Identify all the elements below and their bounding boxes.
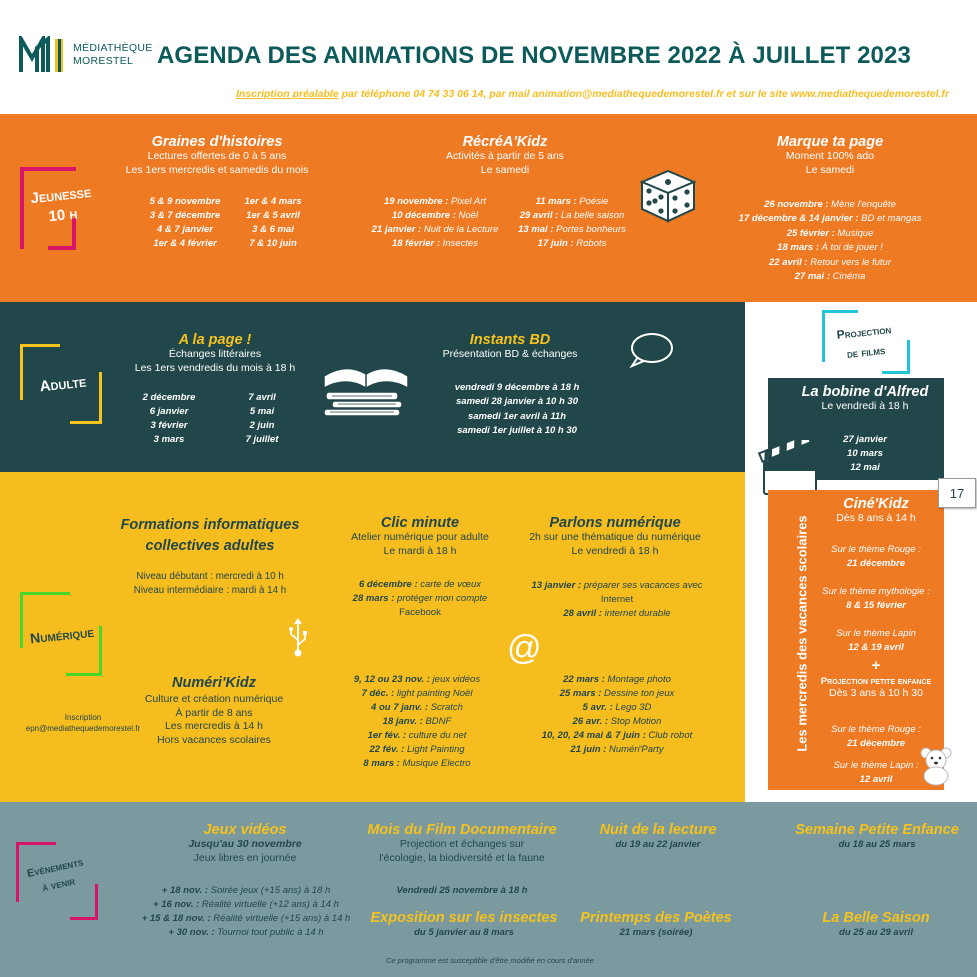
marque-title: Marque ta page xyxy=(776,134,884,150)
formations-line2: Niveau intermédiaire : mardi à 14 h xyxy=(133,584,287,596)
graines-dates-right xyxy=(228,195,318,251)
list-item: 4 & 7 janvier xyxy=(157,224,213,235)
cinekidz-plus: + xyxy=(871,657,881,674)
list-item: 3 & 6 mai xyxy=(252,224,294,235)
list-item: 11 mars : Poésie xyxy=(535,196,609,207)
list-item: 18 janv. : BDNF xyxy=(382,716,452,727)
list-item: 17 décembre & 14 janvier : BD et mangas xyxy=(738,213,922,225)
list-item: 27 janvier xyxy=(843,434,887,445)
parlons-line2: Le vendredi à 18 h xyxy=(571,544,659,557)
list-item: 8 mars : Musique Electro xyxy=(363,758,471,769)
nuit-title: Nuit de la lecture xyxy=(599,822,717,838)
numerique-tag: Numérique xyxy=(29,623,95,647)
projection-tag-line1: Projection xyxy=(836,322,892,342)
list-item: samedi 28 janvier à 10 h 30 xyxy=(456,396,578,408)
formations-lines xyxy=(110,570,310,597)
list-item: 27 mai : Cinéma xyxy=(794,271,866,283)
list-item: Sur le thème Lapin : xyxy=(833,760,919,771)
alapage-line2: Les 1ers vendredis du mois à 18 h xyxy=(134,361,296,374)
list-item: Sur le thème Rouge : xyxy=(831,544,921,555)
parlons-list xyxy=(512,579,722,621)
list-item: 1er & 4 mars xyxy=(244,196,302,207)
jeux-title: Jeux vidéos xyxy=(203,822,287,838)
mediatheque-logo xyxy=(18,36,68,74)
formations-block xyxy=(110,515,310,557)
list-item: 22 mars : Montage photo xyxy=(563,674,671,685)
list-item: 3 février xyxy=(150,420,188,431)
recre-line1: Activités à partir de 5 ans xyxy=(446,150,564,162)
bobine-line1: Le vendredi à 18 h xyxy=(821,400,909,412)
list-item: 5 avr. : Lego 3D xyxy=(582,702,652,713)
graines-block xyxy=(112,134,322,177)
nuit-block xyxy=(588,822,728,852)
list-item: 21 décembre xyxy=(846,558,906,569)
spacer xyxy=(808,571,944,585)
semaine-block xyxy=(782,822,972,852)
list-item: vendredi 9 décembre à 18 h xyxy=(454,382,580,393)
registration-highlight: Inscription préalable xyxy=(235,88,339,100)
list-item: 12 & 19 avril xyxy=(848,642,904,653)
list-item: Internet xyxy=(600,594,634,605)
list-item: 17 juin : Robots xyxy=(537,238,607,249)
list-item: 21 juin : Numéri'Party xyxy=(570,744,664,755)
list-item: + 30 nov. : Tournoi tout public à 14 h xyxy=(168,927,324,938)
list-item: 21 décembre xyxy=(846,738,906,749)
list-item: 18 février : Insectes xyxy=(391,238,479,249)
printemps-date: 21 mars (soirée) xyxy=(619,927,693,938)
list-item: 18 mars : À toi de jouer ! xyxy=(777,242,883,254)
list-item: samedi 1er juillet à 10 h 30 xyxy=(457,425,577,437)
mois-film-line1: Projection et échanges sur xyxy=(399,838,525,850)
jeunesse-tag-line2: 10 h xyxy=(47,205,79,226)
list-item: 29 avril : La belle saison xyxy=(519,210,625,221)
parlons-block xyxy=(510,515,720,558)
list-item: 10, 20, 24 mai & 7 juin : Club robot xyxy=(541,730,693,741)
mois-film-block xyxy=(362,822,562,865)
belle-date: du 25 au 29 avril xyxy=(839,927,913,938)
mois-film-title: Mois du Film Documentaire xyxy=(367,822,557,838)
numerikidz-line: Hors vacances scolaires xyxy=(157,733,271,746)
projection-tag-line2: de films xyxy=(846,342,886,361)
graines-line1: Lectures offertes de 0 à 5 ans xyxy=(147,150,287,162)
list-item: + 16 nov. : Réalité virtuelle (+12 ans) à 14 h xyxy=(153,899,339,910)
cinekidz-line1: Dès 8 ans à 14 h xyxy=(836,512,916,524)
list-item: 1er & 5 avril xyxy=(246,210,300,221)
list-item: 1er & 4 février xyxy=(153,238,217,249)
list-item: + 18 nov. : Soirée jeux (+15 ans) à 18 h xyxy=(161,885,331,896)
formations-title2: collectives adultes xyxy=(145,538,275,554)
printemps-title: Printemps des Poètes xyxy=(580,910,732,926)
petite-block xyxy=(808,676,944,701)
jeux-list xyxy=(136,884,356,940)
recre-list-right xyxy=(512,195,632,251)
inscription-email: epn@mediathequedemorestel.fr xyxy=(25,724,141,733)
adulte-tag: Adulte xyxy=(38,373,88,396)
numerikidz-line: Les mercredis à 14 h xyxy=(164,720,264,733)
jeux-line1: Jusqu'au 30 novembre xyxy=(188,838,302,850)
usb-icon xyxy=(288,618,308,658)
spacer xyxy=(808,613,944,627)
formations-line1: Niveau débutant : mercredi à 10 h xyxy=(136,571,284,582)
expo-title: Exposition sur les insectes xyxy=(370,910,558,926)
mois-film-date: Vendredi 25 novembre à 18 h xyxy=(396,885,528,896)
expo-block xyxy=(362,910,566,940)
petite-title: Projection petite enfance xyxy=(820,676,932,687)
list-item: 28 avril : internet durable xyxy=(563,608,671,619)
marque-block xyxy=(730,134,930,177)
list-item: 2 juin xyxy=(249,420,275,431)
footer-note: Ce programme est susceptible d'être modifié en cours d'année xyxy=(386,956,594,965)
registration-details: par téléphone 04 74 33 06 14, par mail animation@mediathequedemorestel.fr et sur le site www.mediathequedemorestel.fr xyxy=(338,88,949,100)
at-sign-icon: @ xyxy=(507,629,542,667)
list-item: Facebook xyxy=(399,607,441,618)
marque-list xyxy=(720,198,940,284)
list-item: 10 mars xyxy=(847,448,883,459)
clic-list xyxy=(330,578,510,620)
numerikidz-title: Numéri'Kidz xyxy=(171,675,256,691)
list-item: 8 & 15 février xyxy=(846,600,906,611)
list-item: 5 mai xyxy=(249,406,275,417)
list-item: 4 ou 7 janv. : Scratch xyxy=(371,702,463,713)
parlons-title: Parlons numérique xyxy=(549,515,681,531)
list-item: 5 & 9 novembre xyxy=(149,196,221,207)
list-item: 9, 12 ou 23 nov. : jeux vidéos xyxy=(353,674,481,685)
list-item: 2 décembre xyxy=(142,392,196,403)
list-item: Sur le thème Lapin xyxy=(836,628,916,639)
registration-line xyxy=(236,88,949,100)
age-badge-value: 17 xyxy=(949,486,965,501)
semaine-title: Semaine Petite Enfance xyxy=(795,822,959,838)
alapage-dates-left xyxy=(124,391,214,447)
list-item: 13 janvier : préparer ses vacances avec xyxy=(531,580,703,591)
bobine-title: La bobine d'Alfred xyxy=(801,384,929,400)
jeux-line2: Jeux libres en journée xyxy=(193,851,297,864)
list-item: 6 décembre : carte de vœux xyxy=(359,579,481,590)
numerikidz-block xyxy=(116,675,312,747)
clic-line2: Le mardi à 18 h xyxy=(383,544,457,557)
kidz-list-right xyxy=(512,673,722,757)
alapage-title: A la page ! xyxy=(178,332,252,348)
dice-icon xyxy=(638,167,698,225)
formations-title1: Formations informatiques xyxy=(120,517,300,533)
logo-line1: MÉDIATHÈQUE xyxy=(73,42,153,54)
list-item: 12 mai xyxy=(850,462,880,473)
vacances-vertical-label: Les mercredis des vacances scolaires xyxy=(794,515,810,752)
belle-title: La Belle Saison xyxy=(822,910,930,926)
list-item: 28 mars : protéger mon compte xyxy=(352,593,488,604)
cinekidz-themes xyxy=(808,543,944,655)
recre-title: RécréA'Kidz xyxy=(462,134,548,150)
list-item: 26 novembre : Mène l'enquête xyxy=(764,199,896,210)
instants-title: Instants BD xyxy=(469,332,551,348)
marque-line1: Moment 100% ado xyxy=(785,150,875,162)
list-item: samedi 1er avril à 11h xyxy=(467,410,567,422)
graines-line2: Les 1ers mercredis et samedis du mois xyxy=(125,163,309,176)
clic-line1: Atelier numérique pour adulte xyxy=(351,531,489,543)
list-item: 10 décembre : Noël xyxy=(391,210,479,221)
list-item: 7 juillet xyxy=(245,434,279,445)
list-item: 22 fév. : Light Painting xyxy=(369,744,465,755)
petite-line: Dès 3 ans à 10 h 30 xyxy=(829,687,923,699)
list-item: 7 déc. : light painting Noël xyxy=(361,688,473,699)
list-item: 7 & 10 juin xyxy=(249,238,297,249)
jeunesse-tag-line1: Jeunesse xyxy=(29,183,93,208)
instants-block xyxy=(425,332,595,362)
jeux-block xyxy=(150,822,340,865)
teddy-bear-icon xyxy=(918,746,954,786)
semaine-date: du 18 au 25 mars xyxy=(838,839,916,850)
list-item: 25 février : Musique xyxy=(786,227,874,239)
instants-line1: Présentation BD & échanges xyxy=(442,348,578,360)
list-item: 26 avr. : Stop Motion xyxy=(572,716,662,727)
list-item: 21 janvier : Nuit de la Lecture xyxy=(371,224,499,235)
page-title: AGENDA DES ANIMATIONS DE NOVEMBRE 2022 À JUILLET 2023 xyxy=(157,42,911,69)
cinekidz-block xyxy=(808,496,944,526)
logo-line2: MORESTEL xyxy=(73,55,134,67)
printemps-block xyxy=(576,910,736,940)
list-item: 3 mars xyxy=(153,434,185,445)
open-book-icon xyxy=(318,348,414,418)
marque-line2: Le samedi xyxy=(805,163,855,176)
list-item: 19 novembre : Pixel Art xyxy=(383,196,487,207)
logo-name xyxy=(73,42,153,68)
list-item: 25 mars : Dessine ton jeux xyxy=(559,688,675,699)
bobine-block xyxy=(768,384,962,414)
evenements-tag-line1: Evènements xyxy=(25,856,85,881)
kidz-list-left xyxy=(332,673,502,771)
mois-film-line2: l'écologie, la biodiversité et la faune xyxy=(379,851,545,864)
recre-list-left xyxy=(360,195,510,251)
numerikidz-line: À partir de 8 ans xyxy=(175,706,253,719)
graines-dates-left xyxy=(140,195,230,251)
parlons-line1: 2h sur une thématique du numérique xyxy=(529,531,701,543)
speech-bubble-icon xyxy=(626,330,674,370)
list-item: 7 avril xyxy=(248,392,276,403)
numerikidz-line: Culture et création numérique xyxy=(144,693,284,705)
graines-title: Graines d'histoires xyxy=(151,134,283,150)
recre-line2: Le samedi xyxy=(480,163,530,176)
alapage-block xyxy=(120,332,310,375)
inscription-line1: Inscription xyxy=(64,713,102,722)
clic-title: Clic minute xyxy=(380,515,460,531)
recre-block xyxy=(400,134,610,177)
list-item: 1er fév. : culture du net xyxy=(367,730,467,741)
list-item: 6 janvier xyxy=(149,406,189,417)
cinekidz-title: Ciné'Kidz xyxy=(843,496,909,512)
list-item: Sur le thème Rouge : xyxy=(831,724,921,735)
list-item: 13 mai : Portes bonheurs xyxy=(518,224,626,235)
evenements-tag-line2: à venir xyxy=(41,875,77,895)
clic-block xyxy=(330,515,510,558)
nuit-date: du 19 au 22 janvier xyxy=(615,839,701,850)
list-item: Sur le thème mythologie : xyxy=(822,586,930,597)
expo-date: du 5 janvier au 8 mars xyxy=(414,927,514,938)
list-item: 3 & 7 décembre xyxy=(149,210,221,221)
list-item: + 15 & 18 nov. : Réalité virtuelle (+15 ans) à 14 h xyxy=(141,913,351,924)
list-item: 12 avril xyxy=(859,774,893,785)
instants-dates xyxy=(432,381,602,439)
alapage-line1: Échanges littéraires xyxy=(168,348,262,360)
alapage-dates-right xyxy=(222,391,302,447)
list-item: 22 avril : Retour vers le futur xyxy=(769,256,891,268)
header xyxy=(0,0,977,114)
belle-block xyxy=(790,910,962,940)
